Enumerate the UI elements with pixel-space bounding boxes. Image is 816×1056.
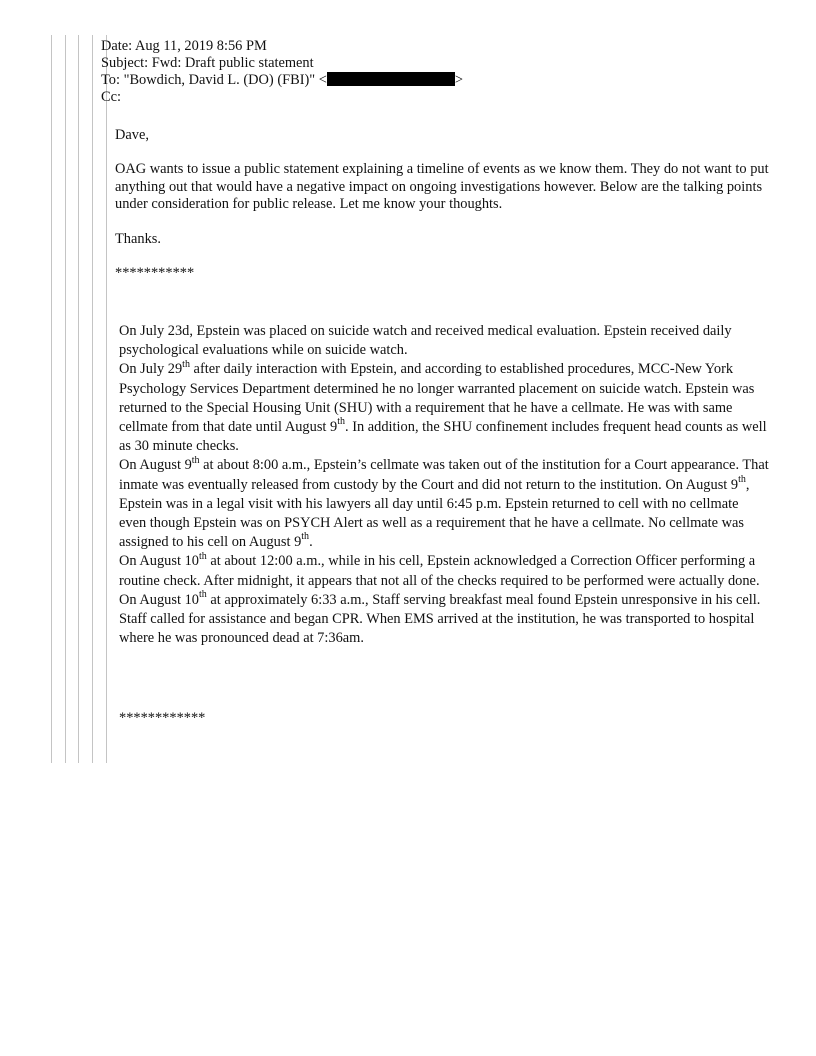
cc-line: Cc: — [101, 89, 121, 105]
point-july-29: On July 29th after daily interaction with Epstein, and according to established procedures, MCC-New York Psychology Services Department determined he no longer warranted placement on suicide watch. Epstein was returned to the Special Housing Unit (SHU) with a requirement that he have a cellmate. He was with same cellmate from that date until August 9th. In addition, the SHU confinement includes frequent head counts as well as 30 minute checks. — [119, 358, 767, 455]
to-recipient: To: "Bowdich, David L. (DO) (FBI)" < — [101, 72, 327, 88]
talking-points — [119, 322, 769, 648]
point-august-10-morning: On August 10th at approximately 6:33 a.m., Staff serving breakfast meal found Epstein unresponsive in his cell. Staff called for assistance and began CPR. When EMS arrived at the institution, he was transported to hospital where he was pronounced dead at 7:36am. — [119, 589, 761, 647]
quote-line-1 — [51, 35, 52, 763]
quote-line-4 — [92, 35, 93, 763]
point-august-10-midnight: On August 10th at about 12:00 a.m., while in his cell, Epstein acknowledged a Correction Officer performing a routine check. After midnight, it appears that not all of the checks required to be performed were actually done. — [119, 550, 760, 589]
to-line — [101, 72, 463, 89]
quote-line-3 — [78, 35, 79, 763]
date-line: Date: Aug 11, 2019 8:56 PM — [101, 38, 267, 54]
separator-bottom: ************ — [119, 710, 206, 726]
point-july-23: On July 23d, Epstein was placed on suicide watch and received medical evaluation. Epstein received daily psychological evaluations while on suicide watch. — [119, 323, 732, 359]
quote-line-2 — [65, 35, 66, 763]
point-august-9: On August 9th at about 8:00 a.m., Epstein’s cellmate was taken out of the institution for a Court appearance. That inmate was eventually released from custody by the Court and did not return to the institution. On August 9th, Epstein was in a legal visit with his lawyers all day until 6:45 p.m. Epstein returned to cell with no cellmate even though Epstein was on PSYCH Alert as well as a requirement that he have a cellmate. No cellmate was assigned to his cell on August 9th. — [119, 454, 769, 551]
thanks-line: Thanks. — [115, 230, 161, 247]
email-header — [101, 38, 463, 106]
to-suffix: > — [454, 72, 464, 88]
separator-top: *********** — [115, 265, 195, 282]
subject-line: Subject: Fwd: Draft public statement — [101, 55, 314, 71]
message-body — [115, 127, 770, 282]
greeting: Dave, — [115, 127, 149, 143]
quote-line-5 — [106, 35, 107, 763]
intro-paragraph: OAG wants to issue a public statement explaining a timeline of events as we know them. They do not want to put anything out that would have a negative impact on ongoing investigations however. Below are the talking points under consideration for public release. Let me know your thoughts. — [115, 161, 769, 213]
redaction-box — [327, 72, 455, 86]
